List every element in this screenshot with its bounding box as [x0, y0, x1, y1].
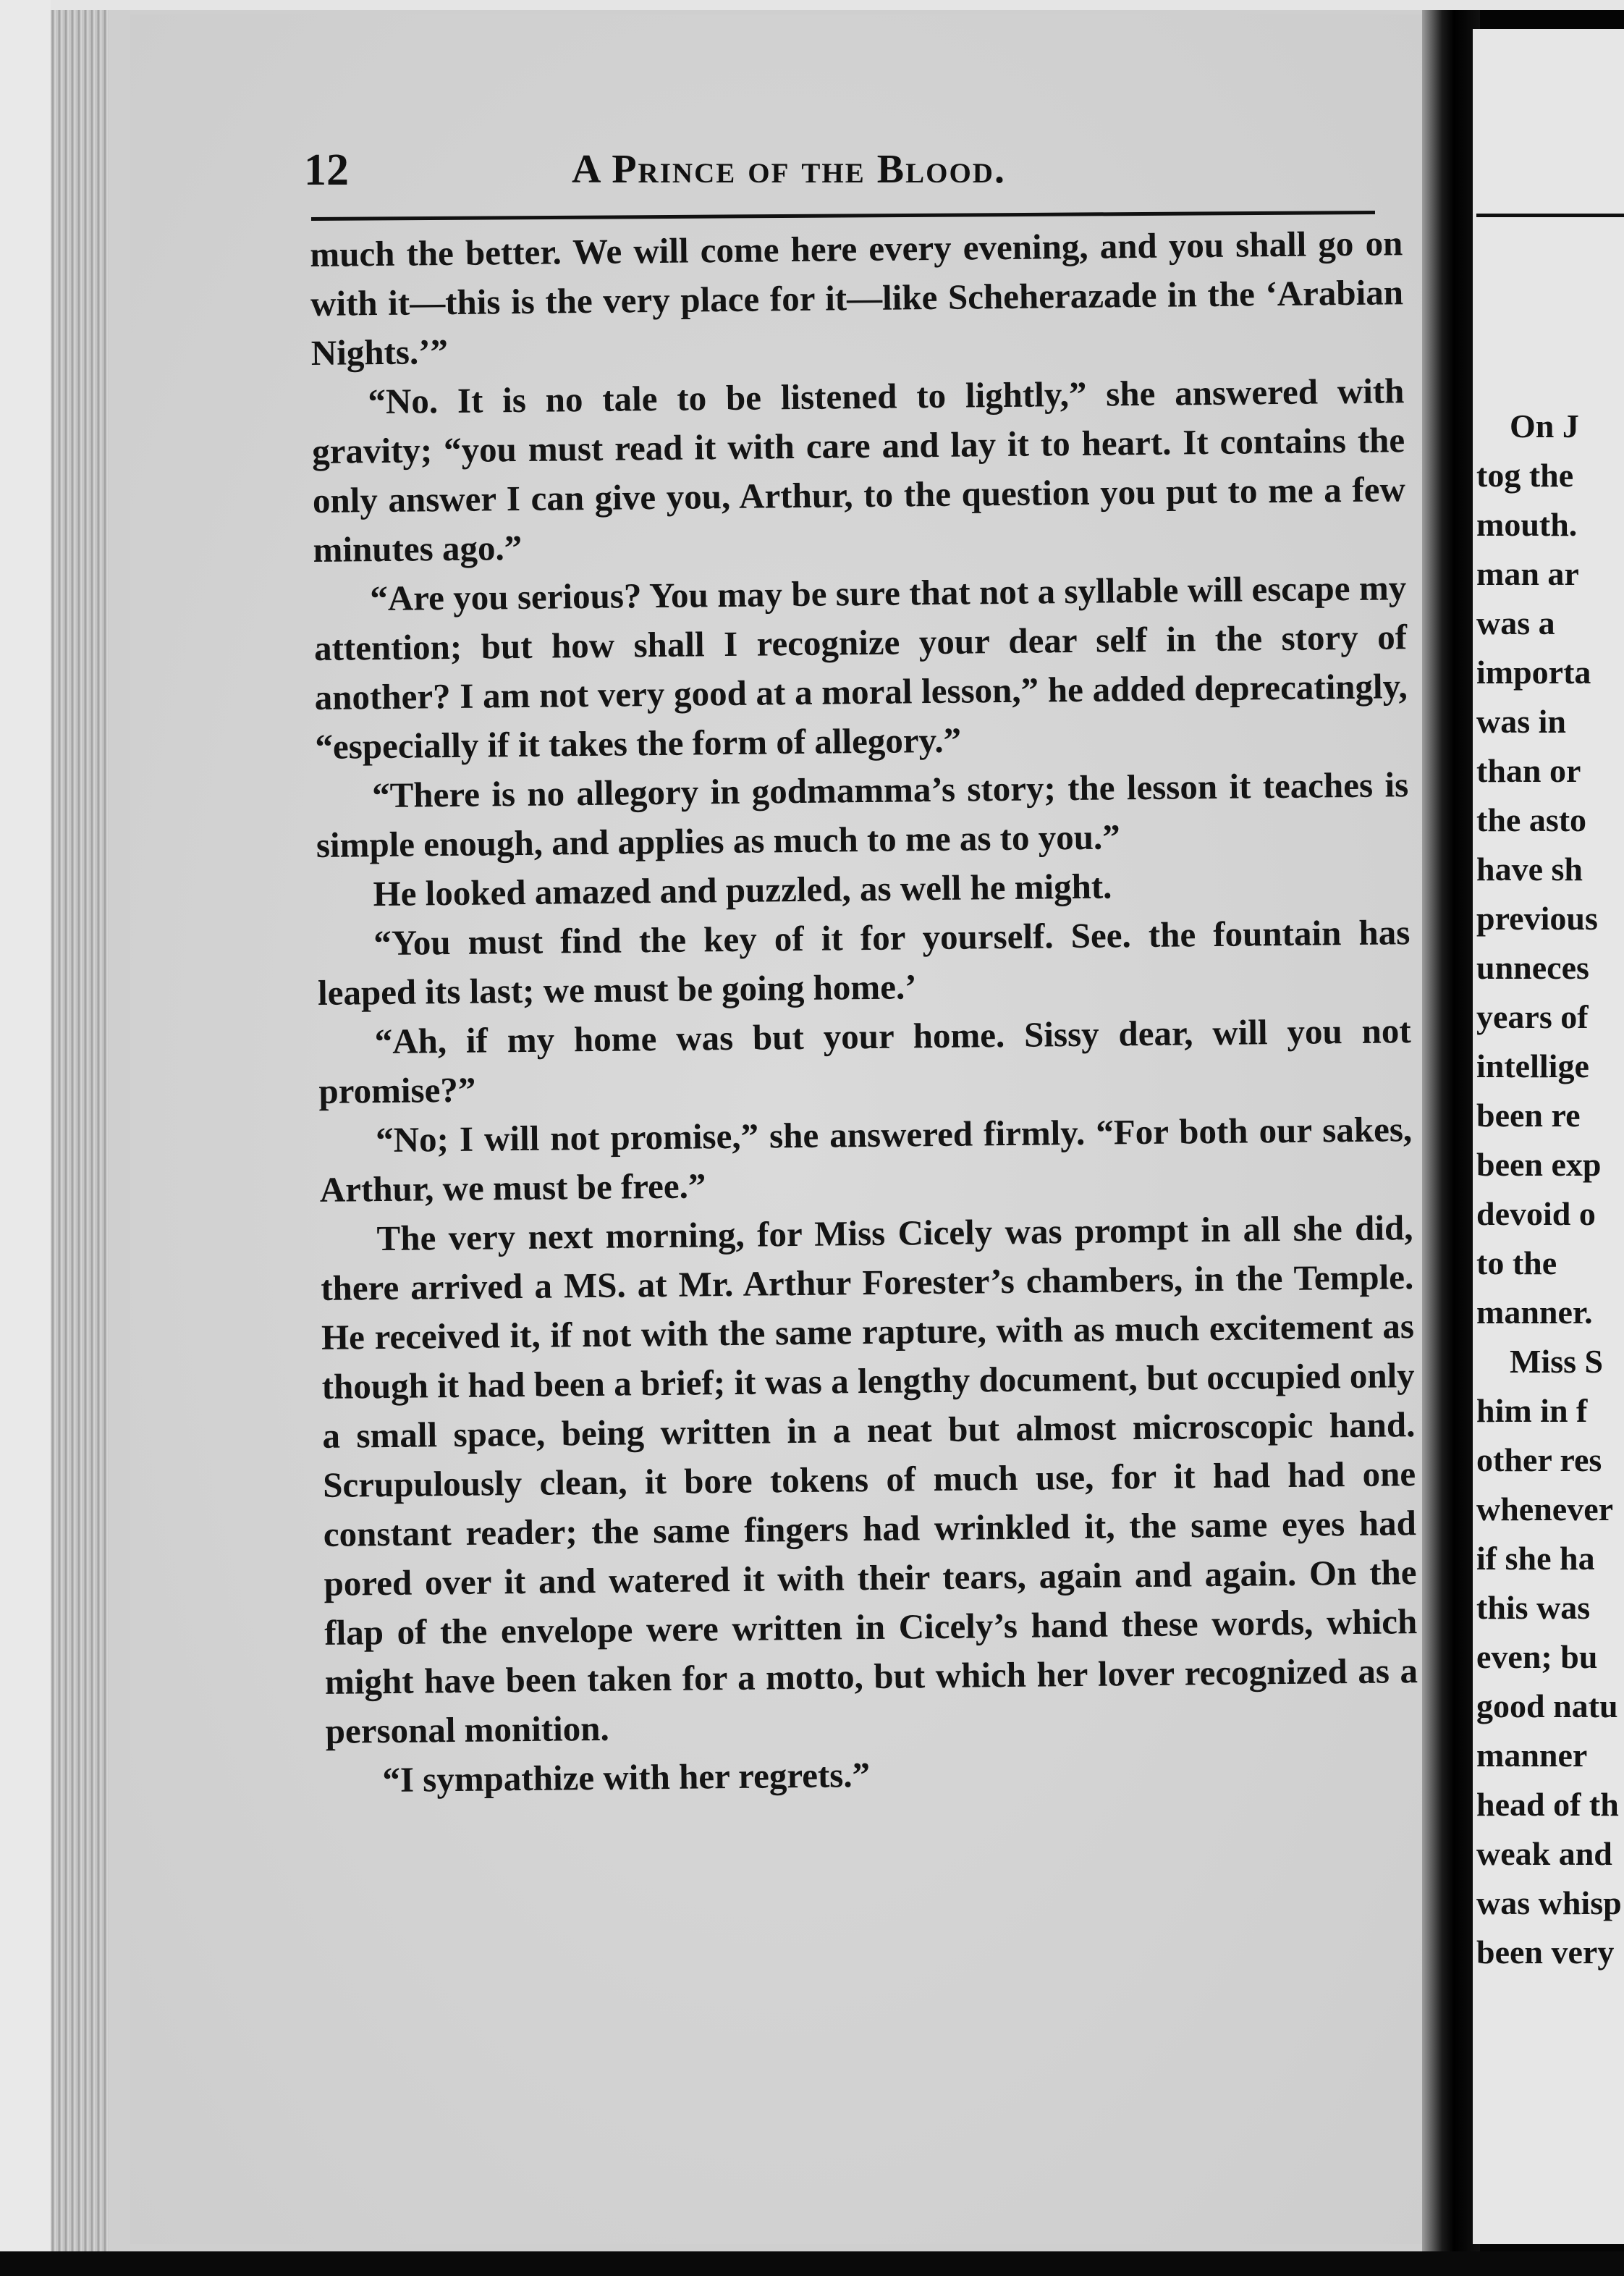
right-page-line: unneces [1476, 949, 1589, 986]
right-page-lines [1476, 402, 1622, 1977]
page-body-text [310, 219, 1419, 1805]
book-gutter [1422, 10, 1480, 2276]
right-page-line: been exp [1476, 1146, 1602, 1183]
right-page-line: good natu [1476, 1687, 1618, 1724]
paragraph: much the better. We will come here every evening, and you shall go on with it—this is the very place for it—like Scheherazade in the ‘Arabian Nights.’” [310, 223, 1404, 373]
right-page-line: On J [1510, 408, 1579, 444]
right-page-fragment [1476, 163, 1624, 2248]
right-page-line: previous [1476, 900, 1598, 937]
paragraph: “You must find the key of it for yourself. See. the fountain has leaped its last; we must be going home.’ [317, 912, 1411, 1013]
paragraph: “Ah, if my home was but your home. Sissy dear, will you not promise?” [318, 1011, 1411, 1111]
right-page-line: him in f [1476, 1392, 1588, 1429]
page-header [304, 145, 1375, 203]
right-page-line: than or [1476, 752, 1581, 789]
paragraph: “No. It is no tale to be listened to lightly,” she answered with gravity; “you must read it with care and lay it to heart. It contains the only answer I can give you, Arthur, to the question you put to me a few minutes ago.” [311, 371, 1406, 570]
right-page-line: tog the [1476, 457, 1574, 494]
paragraph: “Are you serious? You may be sure that not a syllable will escape my attention; but how shall I recognize your dear self in the story of another? I am not very good at a moral lesson,” he added deprecatingly, “especially if it takes the form of allegory.” [313, 568, 1408, 767]
scan-top-margin [0, 0, 1624, 10]
paragraph: “I sympathize with her regrets.” [382, 1755, 871, 1800]
running-title: A Prince of the Blood. [572, 147, 1006, 192]
right-page-line: was a [1476, 604, 1555, 641]
right-page-line: head of th [1476, 1786, 1619, 1823]
paragraph: The very next morning, for Miss Cicely was prompt in all she did, there arrived a MS. at Mr. Arthur Forester’s chambers, in the Temple. He received it, if not with the same rapture, with as much excitement as though it had been a brief; it was a lengthy document, but occupied only a small space, being written in a neat but almost microscopic hand. Scrupulously clean, it bore tokens of much use, for it had had one constant reader; the same fingers had wrinkled it, the same eyes had pored over it and watered it with their tears, again and again. On the flap of the envelope were written in Cicely’s hand these words, which might have been taken for a motto, but which her lover recognized as a personal monition. [321, 1207, 1418, 1751]
right-page-line: manner. [1476, 1294, 1593, 1331]
right-page-line: manner [1476, 1737, 1588, 1774]
paragraph: He looked amazed and puzzled, as well he might. [373, 866, 1112, 914]
right-page-line: other res [1476, 1441, 1602, 1478]
right-page-line: been very [1476, 1934, 1615, 1971]
paragraph: “There is no allegory in godmamma’s story; the lesson it teaches is simple enough, and applies as much to me as to you.” [316, 764, 1409, 865]
right-page-line: weak and [1476, 1835, 1612, 1872]
right-page-line: have sh [1476, 851, 1583, 888]
paragraph: “No; I will not promise,” she answered firmly. “For both our sakes, Arthur, we must be free.” [319, 1109, 1413, 1210]
scan-bottom-margin [0, 2251, 1624, 2276]
right-page-line: Miss S [1510, 1343, 1604, 1380]
right-page-line: man ar [1476, 555, 1579, 592]
right-page-line: been re [1476, 1097, 1581, 1134]
right-page-line: whenever [1476, 1491, 1614, 1527]
right-page-line: importa [1476, 654, 1591, 691]
right-page-line: the asto [1476, 801, 1587, 838]
right-page-line: even; bu [1476, 1638, 1598, 1675]
scan-left-margin [0, 0, 51, 2276]
right-page-line: was whisp [1476, 1884, 1622, 1921]
page-number: 12 [304, 146, 349, 195]
right-page-header-rule [1476, 214, 1624, 217]
right-page-line: devoid o [1476, 1195, 1596, 1232]
right-page-line: years of [1476, 998, 1589, 1035]
right-page-line: was in [1476, 703, 1566, 740]
right-page-line: this was [1476, 1589, 1591, 1626]
right-page-line: to the [1476, 1244, 1557, 1281]
right-page-line: intellige [1476, 1048, 1589, 1084]
right-page-line: if she ha [1476, 1540, 1595, 1577]
right-page-line: mouth. [1476, 506, 1578, 543]
